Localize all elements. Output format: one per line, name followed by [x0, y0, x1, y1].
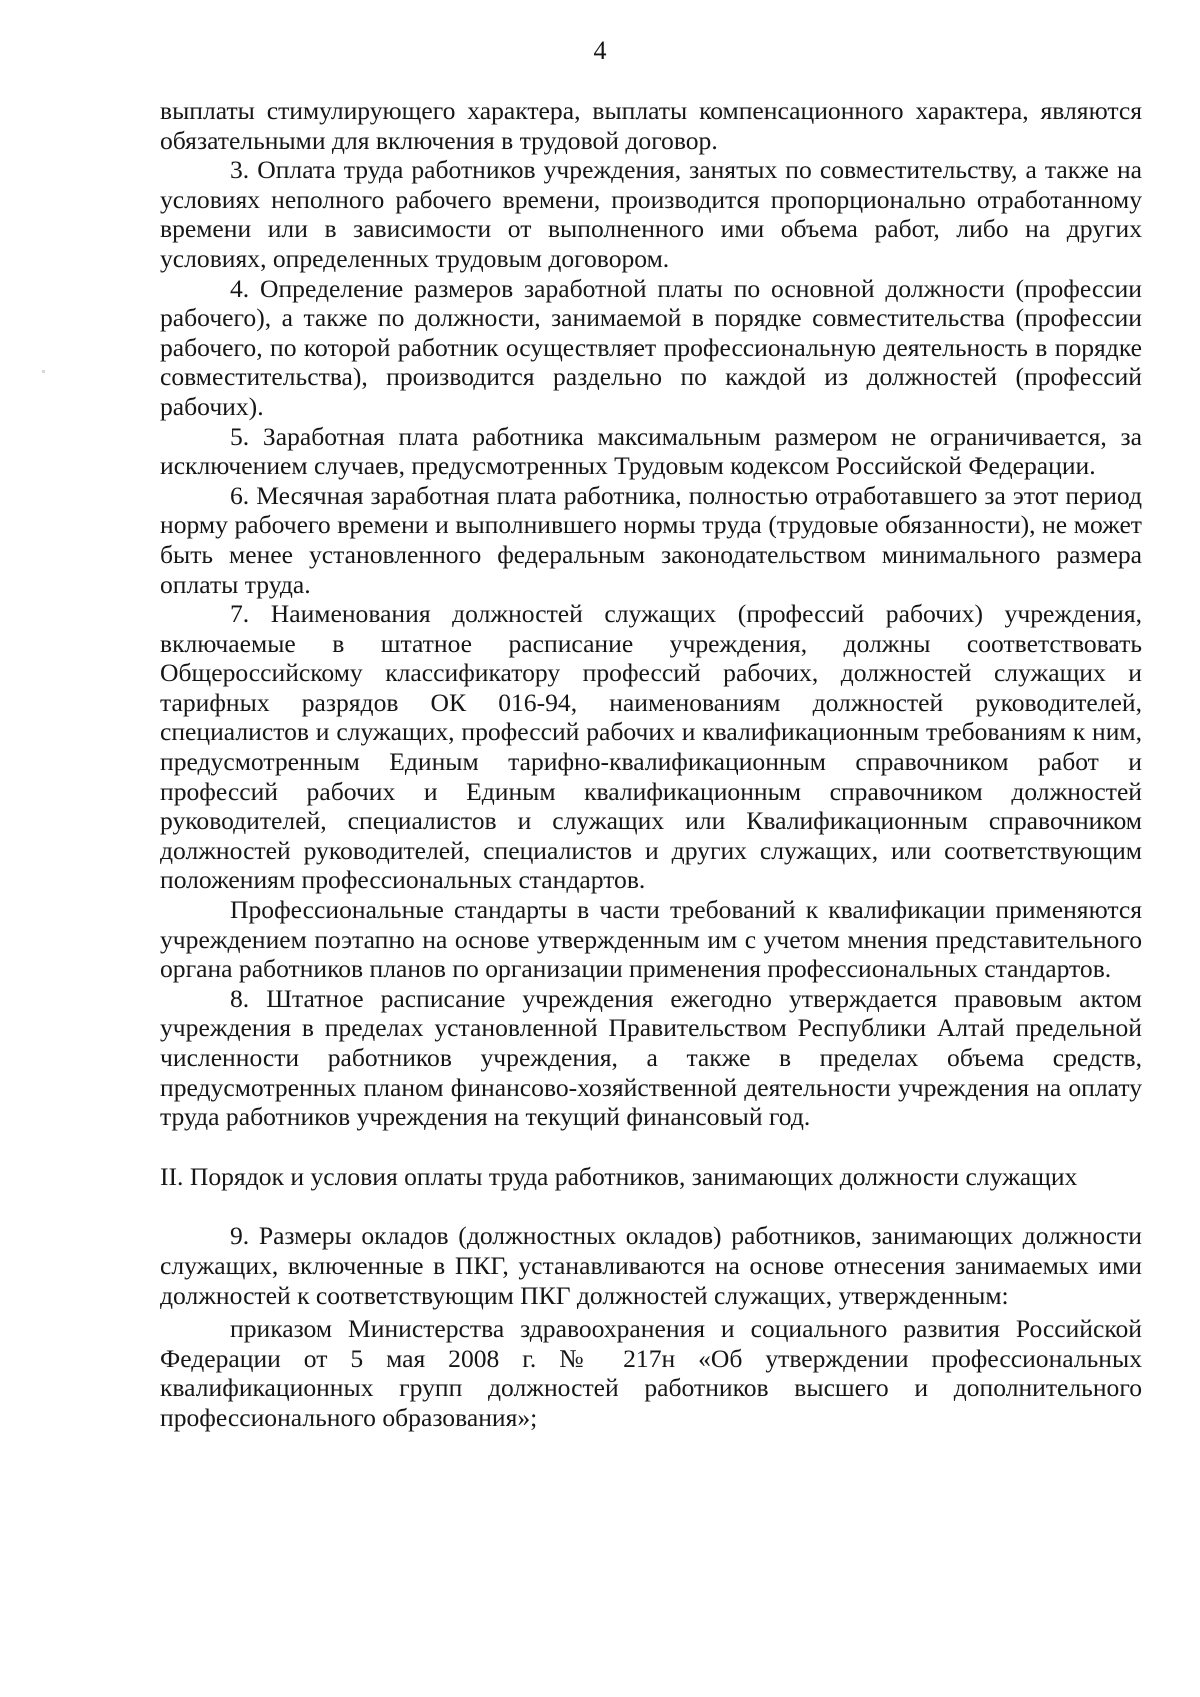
paragraph-professional-standards: Профессиональные стандарты в части требований к квалификации применяются учреждением поэтапно на основе утвержденным им с учетом мнения представительного органа работников планов по организации применения профессиональных стандартов. [160, 895, 1142, 984]
paragraph-item-7: 7. Наименования должностей служащих (профессий рабочих) учреждения, включаемые в штатное расписание учреждения, должны соответствовать Общероссийскому классификатору профессий рабочих, должностей служащих и тарифных разрядов ОК 016-94, наименованиям должностей руководителей, специалистов и служащих, профессий рабочих и квалификационным требованиям к ним, предусмотренным Единым тарифно-квалификационным справочником работ и профессий рабочих и Единым квалификационным справочником должностей руководителей, специалистов и служащих или Квалификационным справочником должностей руководителей, специалистов и других служащих, или соответствующим положениям профессиональных стандартов. [160, 599, 1142, 895]
page-number: 4 [593, 36, 607, 65]
paragraph-item-9: 9. Размеры окладов (должностных окладов) работников, занимающих должности служащих, включенные в ПКГ, устанавливаются на основе отнесения занимаемых ими должностей к соответствующим ПКГ должностей служащих, утвержденным: [160, 1221, 1142, 1310]
paragraph-order-217n: приказом Министерства здравоохранения и социального развития Российской Федерации от 5 мая 2008 г. № 217н «Об утверждении профессиональных квалификационных групп должностей работников высшего и дополнительного профессионального образования»; [160, 1314, 1142, 1432]
paragraph-item-3: 3. Оплата труда работников учреждения, занятых по совместительству, а также на условиях неполного рабочего времени, производится пропорционально отработанному времени или в зависимости от выполненного ими объема работ, либо на других условиях, определенных трудовым договором. [160, 155, 1142, 273]
section-heading: II. Порядок и условия оплаты труда работников, занимающих должности служащих [160, 1161, 1078, 1191]
paragraph-item-4: 4. Определение размеров заработной платы по основной должности (профессии рабочего), а также по должности, занимаемой в порядке совместительства (профессии рабочего, по которой работник осуществляет профессиональную деятельность в порядке совместительства), производится раздельно по каждой из должностей (профессий рабочих). [160, 273, 1142, 421]
scan-speck [42, 370, 45, 373]
paragraph-item-5: 5. Заработная плата работника максимальным размером не ограничивается, за исключением случаев, предусмотренных Трудовым кодексом Российской Федерации. [160, 421, 1142, 481]
paragraph-continuation: выплаты стимулирующего характера, выплаты компенсационного характера, являются обязательными для включения в трудовой договор. [160, 96, 1142, 155]
paragraph-item-8: 8. Штатное расписание учреждения ежегодно утверждается правовым актом учреждения в пределах установленной Правительством Республики Алтай предельной численности работников учреждения, а также в пределах объема средств, предусмотренных планом финансово-хозяйственной деятельности учреждения на оплату труда работников учреждения на текущий финансовый год. [160, 983, 1142, 1132]
paragraph-item-6: 6. Месячная заработная плата работника, полностью отработавшего за этот период норму рабочего времени и выполнившего нормы труда (трудовые обязанности), не может быть менее установленного федеральным законодательством минимального размера оплаты труда. [160, 480, 1142, 599]
document-body [160, 96, 1142, 1433]
